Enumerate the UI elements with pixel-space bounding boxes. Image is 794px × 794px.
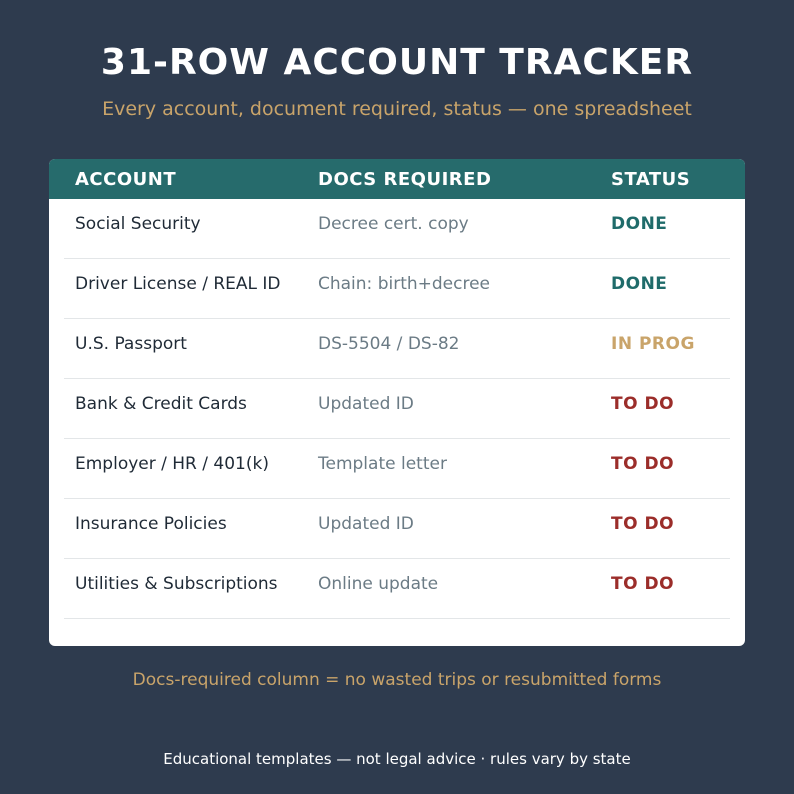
table-row xyxy=(64,559,730,619)
table-row xyxy=(64,379,730,439)
column-header-status: STATUS xyxy=(611,169,691,190)
account-cell: Insurance Policies xyxy=(75,514,227,534)
status-badge: TO DO xyxy=(611,454,675,474)
column-header-account: ACCOUNT xyxy=(75,169,177,190)
account-cell: Driver License / REAL ID xyxy=(75,274,281,294)
table-row xyxy=(64,439,730,499)
status-badge: DONE xyxy=(611,274,668,294)
table-row xyxy=(64,259,730,319)
docs-required-cell: Template letter xyxy=(318,454,447,474)
docs-required-cell: Decree cert. copy xyxy=(318,214,469,234)
page-subtitle: Every account, document required, status — one spreadsheet xyxy=(102,98,692,120)
account-cell: Utilities & Subscriptions xyxy=(75,574,278,594)
column-header-docs-required: DOCS REQUIRED xyxy=(318,169,492,190)
table-row xyxy=(64,499,730,559)
account-cell: U.S. Passport xyxy=(75,334,187,354)
table-row xyxy=(64,199,730,259)
table-header xyxy=(49,159,745,199)
tagline: Docs-required column = no wasted trips or resubmitted forms xyxy=(132,670,662,690)
table-body xyxy=(49,199,745,619)
docs-required-cell: Updated ID xyxy=(318,394,414,414)
account-cell: Employer / HR / 401(k) xyxy=(75,454,269,474)
status-badge: TO DO xyxy=(611,574,675,594)
table-row xyxy=(64,319,730,379)
disclaimer-footer: Educational templates — not legal advice · rules vary by state xyxy=(163,750,631,768)
page-title: 31-ROW ACCOUNT TRACKER xyxy=(100,42,694,83)
tracker-table xyxy=(49,159,745,646)
status-badge: TO DO xyxy=(611,514,675,534)
account-cell: Bank & Credit Cards xyxy=(75,394,247,414)
docs-required-cell: DS-5504 / DS-82 xyxy=(318,334,460,354)
docs-required-cell: Online update xyxy=(318,574,439,594)
status-badge: DONE xyxy=(611,214,668,234)
status-badge: IN PROG xyxy=(611,334,695,354)
account-cell: Social Security xyxy=(75,214,201,234)
docs-required-cell: Updated ID xyxy=(318,514,414,534)
docs-required-cell: Chain: birth+decree xyxy=(318,274,491,294)
status-badge: TO DO xyxy=(611,394,675,414)
